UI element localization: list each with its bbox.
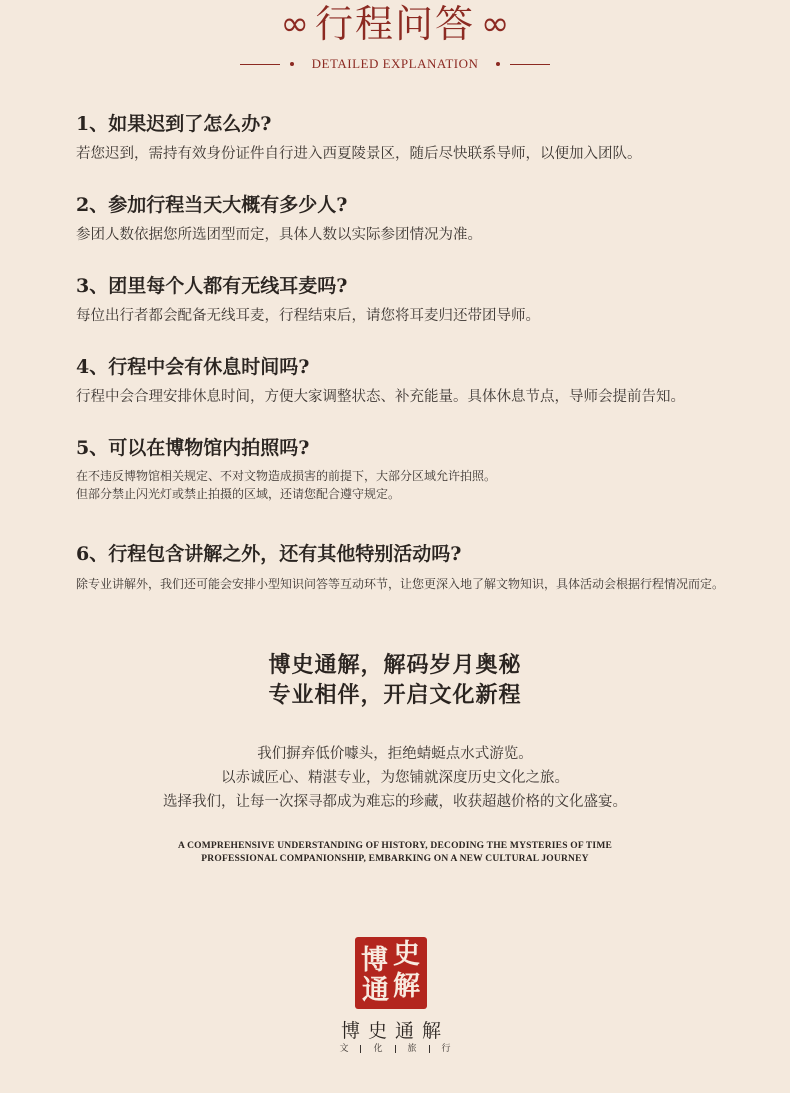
tagline-separator [429,1045,430,1053]
infinity-ornament-right-icon: ∞ [481,4,510,44]
faq-question: 5、可以在博物馆内拍照吗? [76,437,310,459]
faq-answer: 每位出行者都会配备无线耳麦，行程结束后，请您将耳麦归还带团导师。 [76,308,540,324]
faq-answer: 除专业讲解外，我们还可能会安排小型知识问答等互动环节，让您更深入地了解文物知识，具体活动会根据行程情况而定。 [76,577,725,591]
tagline-char: 文 [339,1044,349,1054]
seal-char-1: 博 [361,945,388,976]
tagline-char: 化 [373,1044,383,1054]
tagline-separator [395,1045,396,1053]
description-line-1: 我们摒弃低价噱头，拒绝蜻蜓点水式游览。 [257,746,533,762]
seal-char-3: 通 [362,975,389,1006]
subtitle-row [0,54,790,74]
faq-item-3 [76,273,776,327]
description-line-3: 选择我们，让每一次探寻都成为难忘的珍藏，收获超越价格的文化盛宴。 [163,794,627,810]
faq-answer-line-1: 在不违反博物馆相关规定、不对文物造成损害的前提下，大部分区域允许拍照。 [76,469,497,483]
faq-question: 2、参加行程当天大概有多少人? [76,194,348,216]
page-subtitle: DETAILED EXPLANATION [311,56,479,71]
seal-logo [355,937,427,1009]
title-row [0,2,790,46]
tagline-char: 旅 [407,1044,417,1054]
english-tagline [0,840,790,866]
faq-question: 6、行程包含讲解之外，还有其他特别活动吗? [76,543,462,565]
faq-question: 1、如果迟到了怎么办? [76,113,272,135]
divider-dot-left [290,62,294,66]
faq-item-2 [76,192,776,246]
faq-item-4 [76,354,776,408]
tagline-separator [360,1045,361,1053]
slogan-line-1: 博史通解，解码岁月奥秘 [268,652,522,678]
faq-answer: 行程中会合理安排休息时间，方便大家调整状态、补充能量。具体休息节点，导师会提前告知。 [76,389,685,405]
infinity-ornament-left-icon: ∞ [280,4,309,44]
brand-tagline [0,1041,790,1054]
description [0,742,790,814]
faq-item-6 [76,541,776,595]
tagline-char: 行 [441,1044,451,1054]
divider-line-left [240,64,280,65]
seal-char-2: 史 [393,939,420,970]
faq-question: 3、团里每个人都有无线耳麦吗? [76,275,348,297]
faq-item-5 [76,435,776,503]
divider-line-right [510,64,550,65]
faq-answer-line-2: 但部分禁止闪光灯或禁止拍摄的区域，还请您配合遵守规定。 [76,487,401,501]
seal-char-4: 解 [393,971,420,1002]
faq-item-1 [76,111,776,165]
faq-answer: 若您迟到，需持有效身份证件自行进入西夏陵景区，随后尽快联系导师，以便加入团队。 [76,146,642,162]
faq-question: 4、行程中会有休息时间吗? [76,356,310,378]
slogan-line-2: 专业相伴，开启文化新程 [268,682,522,708]
page-title: 行程问答 [314,2,475,46]
english-line-1: A COMPREHENSIVE UNDERSTANDING OF HISTORY, DECODING THE MYSTERIES OF TIME [177,841,613,851]
brand-name: 博史通解 [340,1020,449,1042]
description-line-2: 以赤诚匠心、精湛专业，为您铺就深度历史文化之旅。 [221,770,569,786]
slogan [0,650,790,710]
divider-dot-right [496,62,500,66]
faq-answer: 参团人数依据您所选团型而定，具体人数以实际参团情况为准。 [76,227,482,243]
english-line-2: PROFESSIONAL COMPANIONSHIP, EMBARKING ON A NEW CULTURAL JOURNEY [201,854,589,864]
